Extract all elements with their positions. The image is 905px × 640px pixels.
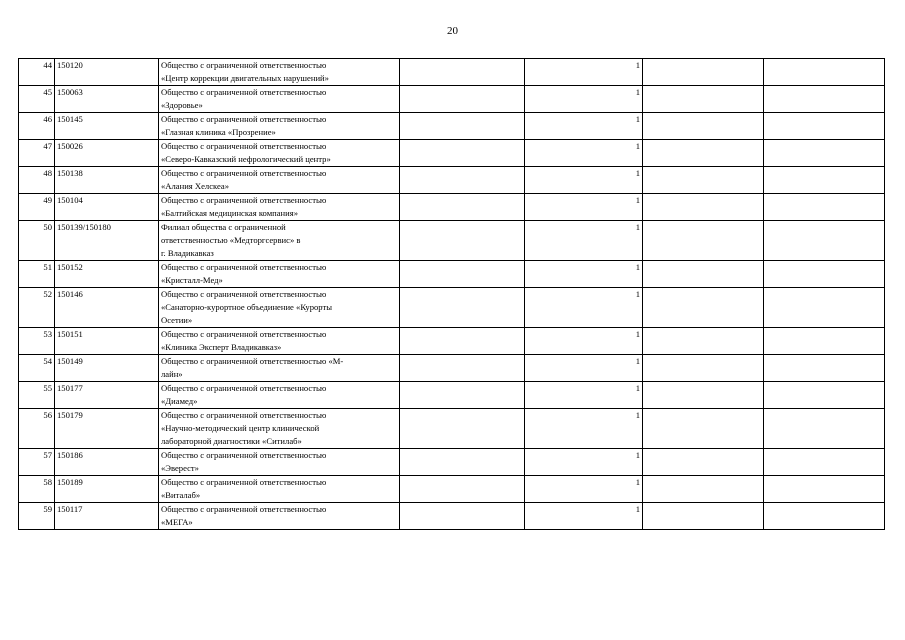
value-cell: 1 (525, 140, 643, 167)
organization-code-cell: 150120 (55, 59, 159, 86)
empty-cell (400, 476, 525, 503)
empty-cell (764, 382, 885, 409)
empty-cell (764, 86, 885, 113)
empty-cell (764, 113, 885, 140)
value-cell: 1 (525, 382, 643, 409)
row-number-cell: 52 (19, 288, 55, 328)
organization-name-cell: Общество с ограниченной ответственностью «Алания Хелскеа» (159, 167, 400, 194)
empty-cell (643, 261, 764, 288)
registry-table-body (19, 59, 885, 530)
table-row (19, 221, 885, 261)
row-number-cell: 55 (19, 382, 55, 409)
organization-name-cell: Общество с ограниченной ответственностью «Глазная клиника «Прозрение» (159, 113, 400, 140)
row-number-cell: 44 (19, 59, 55, 86)
empty-cell (400, 221, 525, 261)
row-number-cell: 57 (19, 449, 55, 476)
empty-cell (643, 140, 764, 167)
table-row (19, 261, 885, 288)
value-cell: 1 (525, 167, 643, 194)
organization-name-cell: Общество с ограниченной ответственностью «Диамед» (159, 382, 400, 409)
empty-cell (400, 140, 525, 167)
empty-cell (643, 355, 764, 382)
row-number-cell: 50 (19, 221, 55, 261)
table-row (19, 59, 885, 86)
row-number-cell: 47 (19, 140, 55, 167)
empty-cell (643, 288, 764, 328)
table-row (19, 382, 885, 409)
value-cell: 1 (525, 59, 643, 86)
organization-code-cell: 150149 (55, 355, 159, 382)
organization-name-cell: Общество с ограниченной ответственностью «МЕГА» (159, 503, 400, 530)
organization-code-cell: 150145 (55, 113, 159, 140)
table-row (19, 449, 885, 476)
organization-code-cell: 150104 (55, 194, 159, 221)
organization-name-cell: Общество с ограниченной ответственностью «Эверест» (159, 449, 400, 476)
empty-cell (400, 409, 525, 449)
organization-name-cell: Филиал общества с ограниченной ответственностью «Медторгсервис» в г. Владикавказ (159, 221, 400, 261)
empty-cell (400, 59, 525, 86)
organization-code-cell: 150177 (55, 382, 159, 409)
row-number-cell: 46 (19, 113, 55, 140)
value-cell: 1 (525, 194, 643, 221)
empty-cell (764, 503, 885, 530)
empty-cell (400, 86, 525, 113)
value-cell: 1 (525, 328, 643, 355)
empty-cell (643, 449, 764, 476)
empty-cell (643, 476, 764, 503)
empty-cell (643, 194, 764, 221)
organization-code-cell: 150117 (55, 503, 159, 530)
organization-name-cell: Общество с ограниченной ответственностью «Санаторно-курортное объединение «Курорты Осетии» (159, 288, 400, 328)
table-row (19, 194, 885, 221)
empty-cell (764, 476, 885, 503)
empty-cell (400, 503, 525, 530)
organization-name-cell: Общество с ограниченной ответственностью «Здоровье» (159, 86, 400, 113)
empty-cell (643, 382, 764, 409)
organization-code-cell: 150152 (55, 261, 159, 288)
empty-cell (643, 503, 764, 530)
organization-code-cell: 150189 (55, 476, 159, 503)
row-number-cell: 53 (19, 328, 55, 355)
row-number-cell: 54 (19, 355, 55, 382)
empty-cell (764, 355, 885, 382)
row-number-cell: 48 (19, 167, 55, 194)
table-row (19, 503, 885, 530)
organization-name-cell: Общество с ограниченной ответственностью «Научно-методический центр клинической лабораторной диагностики «Ситилаб» (159, 409, 400, 449)
row-number-cell: 45 (19, 86, 55, 113)
row-number-cell: 56 (19, 409, 55, 449)
empty-cell (400, 261, 525, 288)
empty-cell (764, 167, 885, 194)
empty-cell (764, 449, 885, 476)
organization-code-cell: 150179 (55, 409, 159, 449)
table-row (19, 140, 885, 167)
empty-cell (400, 113, 525, 140)
empty-cell (400, 167, 525, 194)
empty-cell (764, 261, 885, 288)
empty-cell (400, 355, 525, 382)
organization-name-cell: Общество с ограниченной ответственностью «Клиника Эксперт Владикавказ» (159, 328, 400, 355)
value-cell: 1 (525, 476, 643, 503)
row-number-cell: 59 (19, 503, 55, 530)
table-row (19, 328, 885, 355)
page-number: 20 (447, 25, 458, 37)
value-cell: 1 (525, 113, 643, 140)
row-number-cell: 49 (19, 194, 55, 221)
empty-cell (764, 288, 885, 328)
empty-cell (643, 409, 764, 449)
table-row (19, 409, 885, 449)
empty-cell (643, 221, 764, 261)
organization-name-cell: Общество с ограниченной ответственностью «Балтийская медицинская компания» (159, 194, 400, 221)
table-row (19, 113, 885, 140)
organization-code-cell: 150151 (55, 328, 159, 355)
empty-cell (764, 59, 885, 86)
value-cell: 1 (525, 261, 643, 288)
organization-code-cell: 150026 (55, 140, 159, 167)
empty-cell (400, 288, 525, 328)
value-cell: 1 (525, 355, 643, 382)
organization-name-cell: Общество с ограниченной ответственностью «Северо-Кавказский нефрологический центр» (159, 140, 400, 167)
empty-cell (400, 194, 525, 221)
empty-cell (764, 194, 885, 221)
value-cell: 1 (525, 288, 643, 328)
empty-cell (643, 86, 764, 113)
empty-cell (400, 328, 525, 355)
organization-code-cell: 150186 (55, 449, 159, 476)
value-cell: 1 (525, 503, 643, 530)
value-cell: 1 (525, 86, 643, 113)
row-number-cell: 58 (19, 476, 55, 503)
table-row (19, 86, 885, 113)
table-row (19, 476, 885, 503)
row-number-cell: 51 (19, 261, 55, 288)
organization-name-cell: Общество с ограниченной ответственностью «Виталаб» (159, 476, 400, 503)
empty-cell (643, 59, 764, 86)
registry-table (18, 58, 885, 530)
table-row (19, 167, 885, 194)
value-cell: 1 (525, 409, 643, 449)
organization-code-cell: 150063 (55, 86, 159, 113)
value-cell: 1 (525, 221, 643, 261)
empty-cell (764, 221, 885, 261)
empty-cell (764, 409, 885, 449)
organization-name-cell: Общество с ограниченной ответственностью «Центр коррекции двигательных нарушений» (159, 59, 400, 86)
organization-name-cell: Общество с ограниченной ответственностью «Кристалл-Мед» (159, 261, 400, 288)
empty-cell (400, 382, 525, 409)
empty-cell (643, 328, 764, 355)
empty-cell (764, 328, 885, 355)
empty-cell (643, 167, 764, 194)
empty-cell (764, 140, 885, 167)
organization-code-cell: 150139/150180 (55, 221, 159, 261)
table-row (19, 355, 885, 382)
value-cell: 1 (525, 449, 643, 476)
table-row (19, 288, 885, 328)
organization-code-cell: 150146 (55, 288, 159, 328)
organization-code-cell: 150138 (55, 167, 159, 194)
empty-cell (400, 449, 525, 476)
empty-cell (643, 113, 764, 140)
organization-name-cell: Общество с ограниченной ответственностью «М- лайн» (159, 355, 400, 382)
